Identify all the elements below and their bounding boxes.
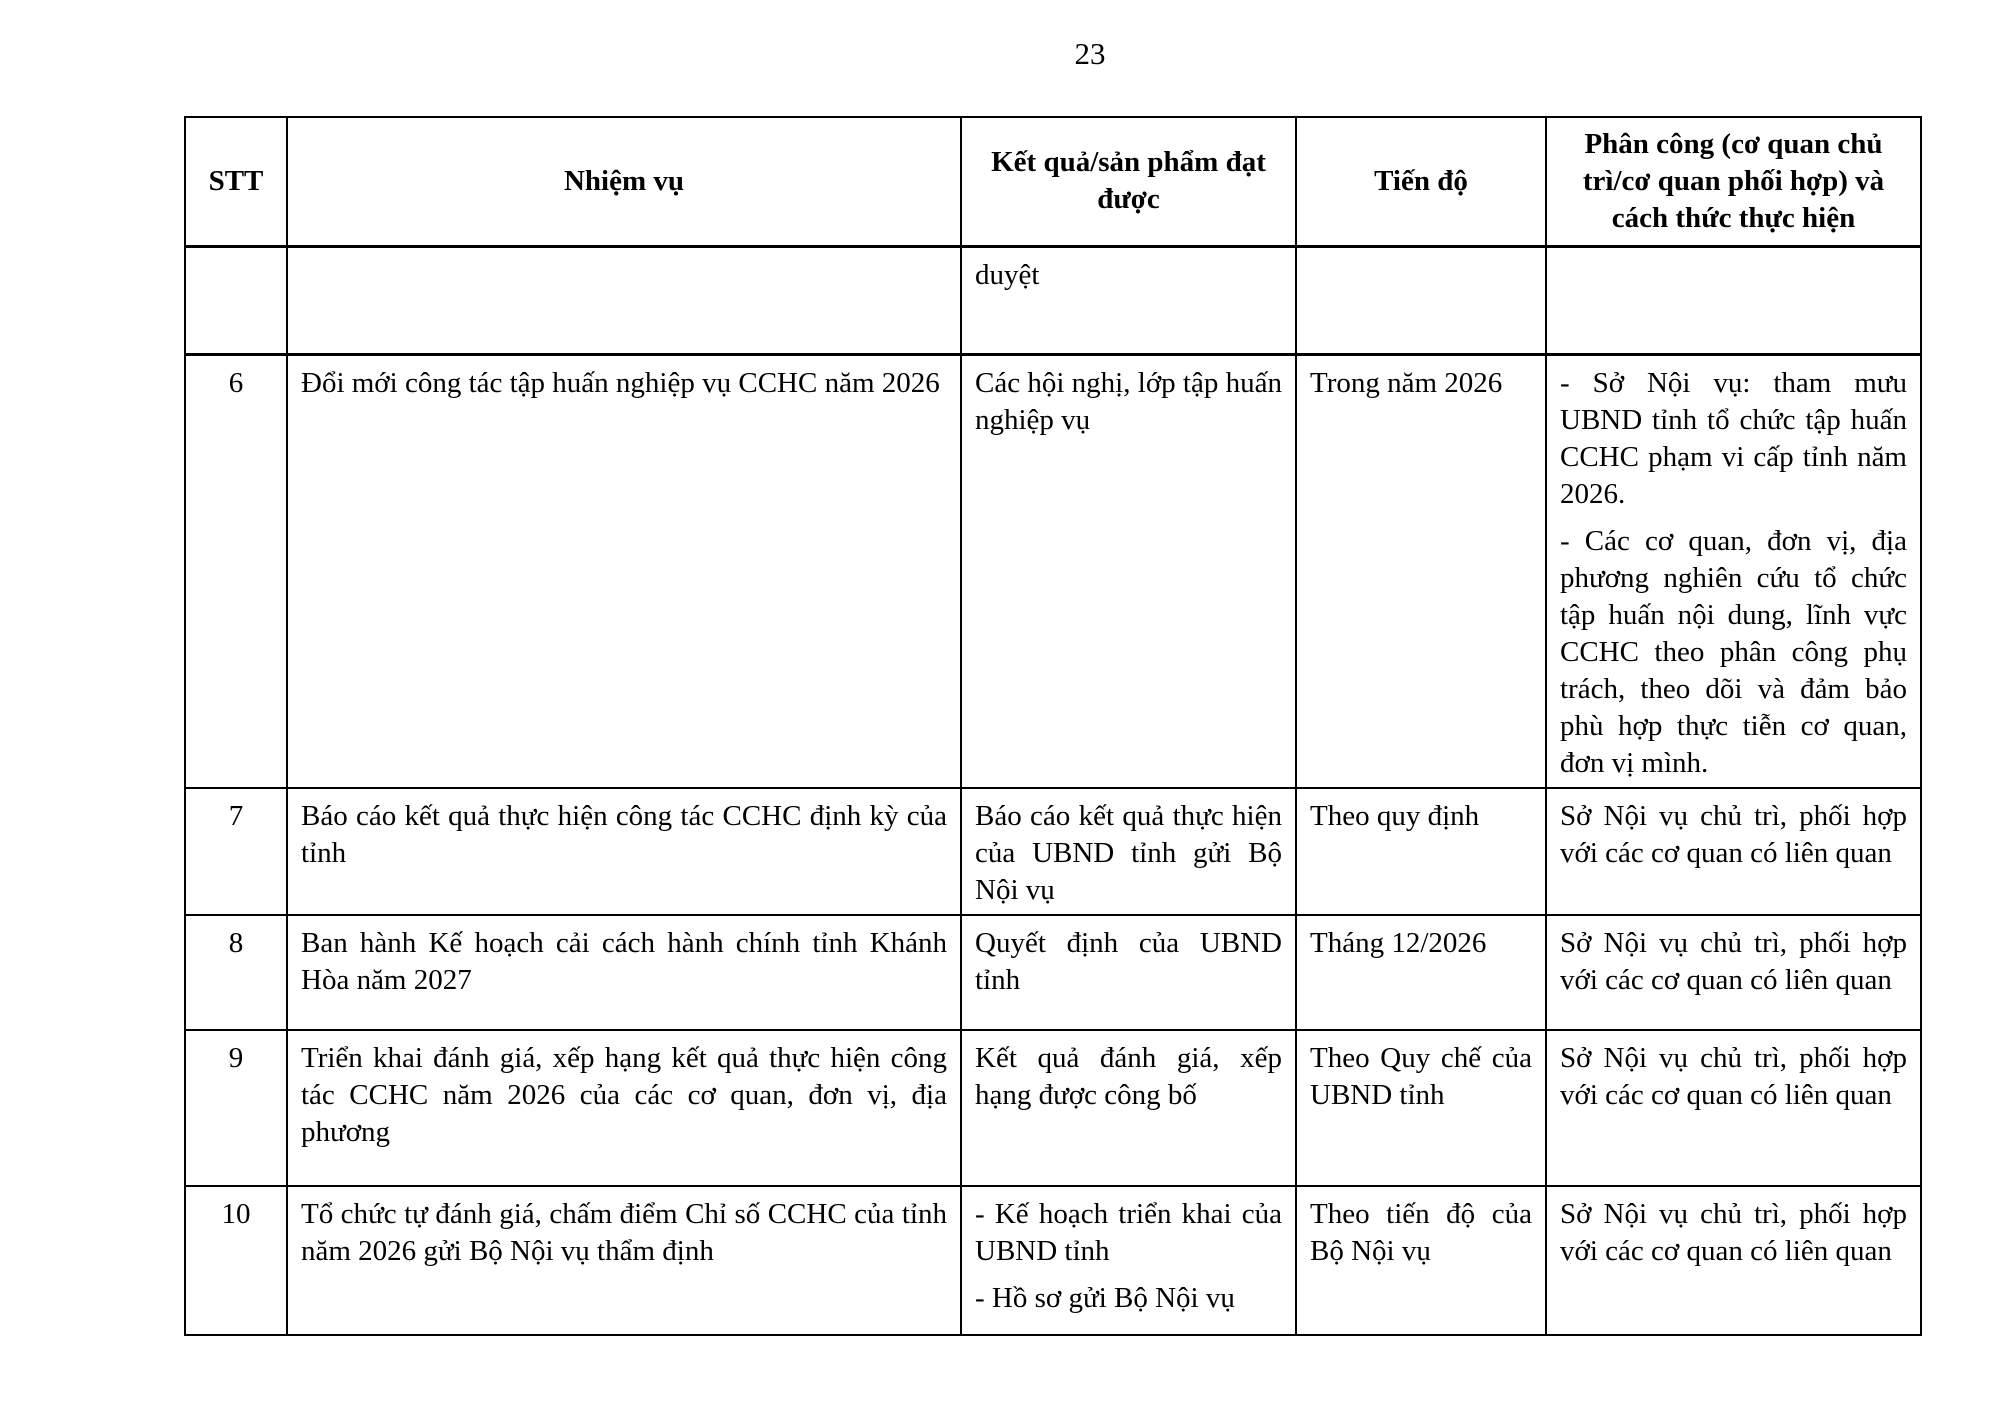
paragraph: duyệt — [975, 258, 1040, 291]
progress-cell: Trong năm 2026 — [1296, 354, 1546, 788]
header-cell-assignment: Phân công (cơ quan chủ trì/cơ quan phối hợp) và cách thức thực hiện — [1546, 117, 1921, 246]
stt-cell — [185, 246, 287, 354]
paragraph: Sở Nội vụ chủ trì, phối hợp với các cơ quan có liên quan — [1560, 926, 1907, 996]
paragraph: - Kế hoạch triển khai của UBND tỉnh — [975, 1197, 1282, 1267]
table-row-6 — [185, 354, 1921, 788]
result-cell — [961, 354, 1296, 788]
table-row-9 — [185, 1030, 1921, 1186]
header-cell-progress: Tiến độ — [1296, 117, 1546, 246]
progress-cell: Theo Quy chế của UBND tỉnh — [1296, 1030, 1546, 1186]
assignment-cell — [1546, 1186, 1921, 1335]
paragraph: Sở Nội vụ chủ trì, phối hợp với các cơ quan có liên quan — [1560, 1041, 1907, 1111]
result-cell — [961, 246, 1296, 354]
result-cell — [961, 1030, 1296, 1186]
task-cell: Ban hành Kế hoạch cải cách hành chính tỉnh Khánh Hòa năm 2027 — [287, 915, 961, 1030]
result-cell — [961, 915, 1296, 1030]
assignment-cell — [1546, 354, 1921, 788]
stt-cell: 7 — [185, 788, 287, 915]
task-cell: Tổ chức tự đánh giá, chấm điểm Chỉ số CCHC của tỉnh năm 2026 gửi Bộ Nội vụ thẩm định — [287, 1186, 961, 1335]
progress-cell: Theo quy định — [1296, 788, 1546, 915]
assignment-cell — [1546, 246, 1921, 354]
paragraph: - Sở Nội vụ: tham mưu UBND tỉnh tổ chức tập huấn CCHC phạm vi cấp tỉnh năm 2026. — [1560, 366, 1907, 510]
table-row-7 — [185, 788, 1921, 915]
task-cell — [287, 246, 961, 354]
task-cell: Đổi mới công tác tập huấn nghiệp vụ CCHC năm 2026 — [287, 354, 961, 788]
paragraph: Kết quả đánh giá, xếp hạng được công bố — [975, 1041, 1282, 1111]
assignment-cell — [1546, 915, 1921, 1030]
result-cell — [961, 788, 1296, 915]
page-number: 23 — [1074, 36, 1106, 71]
stt-cell: 10 — [185, 1186, 287, 1335]
task-cell: Báo cáo kết quả thực hiện công tác CCHC định kỳ của tỉnh — [287, 788, 961, 915]
header-cell-task: Nhiệm vụ — [287, 117, 961, 246]
paragraph: - Các cơ quan, đơn vị, địa phương nghiên cứu tổ chức tập huấn nội dung, lĩnh vực CCHC theo phân công phụ trách, theo dõi và đảm bảo phù hợp thực tiễn cơ quan, đơn vị mình. — [1560, 524, 1907, 779]
task-cell: Triển khai đánh giá, xếp hạng kết quả thực hiện công tác CCHC năm 2026 của các cơ quan, đơn vị, địa phương — [287, 1030, 961, 1186]
stt-cell: 8 — [185, 915, 287, 1030]
task-plan-table — [184, 116, 1922, 1336]
table-row-10 — [185, 1186, 1921, 1335]
header-cell-result: Kết quả/sản phẩm đạt được — [961, 117, 1296, 246]
paragraph: - Hồ sơ gửi Bộ Nội vụ — [975, 1281, 1235, 1314]
header-cell-stt: STT — [185, 117, 287, 246]
paragraph: Báo cáo kết quả thực hiện của UBND tỉnh gửi Bộ Nội vụ — [975, 799, 1282, 906]
header-row — [185, 117, 1921, 246]
stt-cell: 9 — [185, 1030, 287, 1186]
paragraph: Sở Nội vụ chủ trì, phối hợp với các cơ quan có liên quan — [1560, 799, 1907, 869]
result-cell — [961, 1186, 1296, 1335]
progress-cell: Theo tiến độ của Bộ Nội vụ — [1296, 1186, 1546, 1335]
paragraph: Các hội nghị, lớp tập huấn nghiệp vụ — [975, 366, 1282, 436]
progress-cell: Tháng 12/2026 — [1296, 915, 1546, 1030]
paragraph: Sở Nội vụ chủ trì, phối hợp với các cơ quan có liên quan — [1560, 1197, 1907, 1267]
table-row-8 — [185, 915, 1921, 1030]
assignment-cell — [1546, 1030, 1921, 1186]
stt-cell: 6 — [185, 354, 287, 788]
progress-cell — [1296, 246, 1546, 354]
table-row-continuation — [185, 246, 1921, 354]
assignment-cell — [1546, 788, 1921, 915]
paragraph: Quyết định của UBND tỉnh — [975, 926, 1282, 996]
